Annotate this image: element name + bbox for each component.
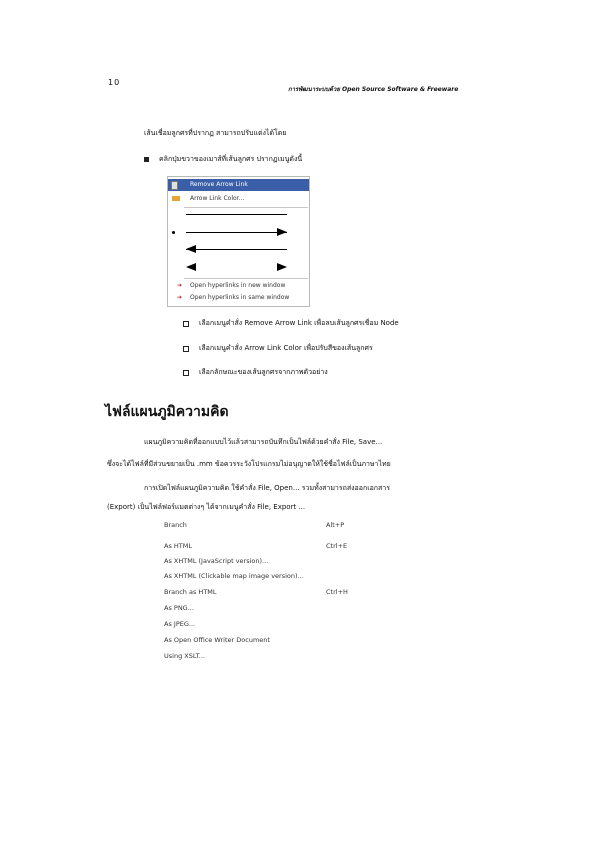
menu-item-label: As Open Office Writer Document <box>164 636 270 644</box>
menu-item-label: Open hyperlinks in same window <box>190 294 290 301</box>
arrow-style-plain[interactable] <box>168 210 309 220</box>
menu-item-using-xslt[interactable] <box>164 649 354 664</box>
option-square-icon <box>183 346 189 352</box>
page-number: 10 <box>108 78 121 87</box>
arrowhead-left-icon <box>186 245 196 253</box>
running-header: การพัฒนาระบบด้วย Open Source Software & Freeware <box>288 86 459 93</box>
option-square-icon <box>183 321 189 327</box>
section-title: ไฟล์แผนภูมิความคิด <box>105 404 229 420</box>
menu-item-as-xhtml-clickable-map[interactable] <box>164 569 354 584</box>
menu-separator <box>184 278 308 279</box>
menu-item-branch-as-html[interactable] <box>164 585 354 600</box>
menu-item-label: Using XSLT... <box>164 652 205 660</box>
option-square-icon <box>183 370 189 376</box>
menu-item-as-html[interactable] <box>164 539 354 554</box>
arrowhead-right-icon <box>277 263 287 271</box>
arrow-link-context-menu <box>167 176 310 307</box>
arrow-style-both[interactable] <box>168 262 309 274</box>
menu-item-label: As XHTML (JavaScript version)... <box>164 557 269 565</box>
paragraph-line: แผนภูมิความคิดที่ออกแบบไว้แล้วสามารถบันทึกเป็นไฟล์ด้วยคำสั่ง File, Save... <box>144 438 383 446</box>
arrow-style-end[interactable] <box>168 227 309 239</box>
paragraph-line: การเปิดไฟล์แผนภูมิความคิด ใช้คำสั่ง File, Open... รวมทั้งสามารถส่งออกเอกสาร <box>144 484 390 492</box>
menu-item-open-same-window[interactable] <box>168 292 309 304</box>
menu-item-open-new-window[interactable] <box>168 280 309 292</box>
arrowhead-right-icon <box>277 228 287 236</box>
trash-icon <box>171 181 178 190</box>
menu-item-branch[interactable] <box>164 518 354 533</box>
menu-item-label: Remove Arrow Link <box>190 181 248 188</box>
red-arrow-icon: ➔ <box>177 294 183 301</box>
menu-item-as-png[interactable] <box>164 601 354 616</box>
menu-item-label: As JPEG... <box>164 620 196 628</box>
menu-item-label: Branch <box>164 521 187 529</box>
paragraph-line: (Export) เป็นไฟล์ฟอร์แมตต่างๆ ได้จากเมนูคำสั่ง File, Export ... <box>107 503 306 511</box>
arrow-style-start[interactable] <box>168 244 309 256</box>
menu-item-shortcut: Ctrl+H <box>326 588 348 596</box>
menu-item-label: Open hyperlinks in new window <box>190 282 286 289</box>
red-arrow-icon: ➔ <box>177 282 183 289</box>
bullet-square-icon <box>144 157 149 162</box>
option-text: เลือกเมนูคำสั่ง Arrow Link Color เพื่อปรับสีของเส้นลูกศร <box>199 344 373 352</box>
menu-item-label: Branch as HTML <box>164 588 217 596</box>
option-text: เลือกลักษณะของเส้นลูกศรจากภาพตัวอย่าง <box>199 368 328 376</box>
menu-item-shortcut: Ctrl+E <box>326 542 348 550</box>
menu-item-as-xhtml-javascript[interactable] <box>164 554 354 569</box>
menu-item-as-open-office-writer[interactable] <box>164 633 354 648</box>
intro-text: เส้นเชื่อมลูกศรที่ปรากฏ สามารถปรับแต่งได้โดย <box>144 129 287 137</box>
arrowhead-left-icon <box>186 263 196 271</box>
menu-item-as-jpeg[interactable] <box>164 617 354 632</box>
menu-item-shortcut: Alt+P <box>326 521 345 529</box>
paragraph-line: ซึ่งจะได้ไฟล์ที่มีส่วนขยายเป็น .mm ข้อควรระวังโปรแกรมไม่อนุญาตให้ใช้ชื่อไฟล์เป็นภาษาไทย <box>107 460 391 468</box>
menu-item-label: Arrow Link Color... <box>190 195 245 202</box>
selected-dot-icon <box>172 231 175 234</box>
menu-separator <box>184 207 308 208</box>
menu-item-label: As HTML <box>164 542 192 550</box>
menu-item-arrow-link-color[interactable] <box>168 193 309 205</box>
menu-item-remove-arrow-link[interactable] <box>168 179 309 191</box>
export-submenu <box>164 518 354 668</box>
option-text: เลือกเมนูคำสั่ง Remove Arrow Link เพื่อลบเส้นลูกศรเชื่อม Node <box>199 319 399 327</box>
menu-item-label: As PNG... <box>164 604 194 612</box>
color-palette-icon <box>172 196 180 201</box>
menu-item-label: As XHTML (Clickable map image version)... <box>164 572 304 580</box>
bullet-text: คลิกปุ่มขวาของเมาส์ที่เส้นลูกศร ปรากฏเมนูดังนี้ <box>159 155 303 163</box>
